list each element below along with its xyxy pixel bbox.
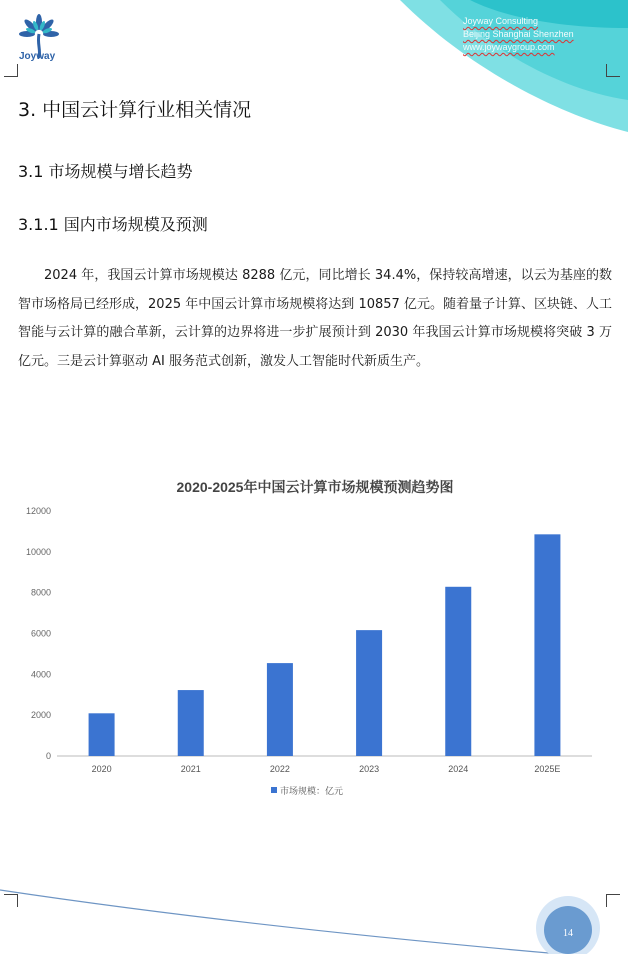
section-title: 3. 中国云计算行业相关情况 xyxy=(18,99,252,121)
crop-mark-top-right-h xyxy=(606,76,620,77)
x-tick-label: 2021 xyxy=(180,764,201,774)
bar-2025E xyxy=(534,534,560,756)
bar-2023 xyxy=(356,630,382,756)
x-tick-label: 2025E xyxy=(534,764,561,774)
y-tick-label: 12000 xyxy=(25,506,51,516)
x-tick-label: 2024 xyxy=(448,764,469,774)
y-tick-label: 4000 xyxy=(30,669,51,680)
company-cities: Beijing Shanghai Shenzhen xyxy=(463,29,574,39)
bar-2024 xyxy=(445,587,471,756)
x-tick-label: 2020 xyxy=(91,764,112,774)
subsubsection-title: 3.1.1 国内市场规模及预测 xyxy=(18,215,208,234)
bar-2020 xyxy=(89,713,115,756)
x-tick-label: 2022 xyxy=(269,764,290,774)
company-name: Joyway Consulting xyxy=(463,16,539,26)
company-info xyxy=(463,15,574,54)
crop-mark-top-right-v xyxy=(606,64,607,77)
bar-2022 xyxy=(267,663,293,756)
logo-text: Joyway xyxy=(19,51,56,62)
chart-title: 2020-2025年中国云计算市场规模预测趋势图 xyxy=(176,479,454,495)
legend-swatch xyxy=(271,787,277,793)
footer-decoration xyxy=(0,880,628,954)
page-number: 14 xyxy=(563,928,573,939)
body-paragraph: 2024 年，我国云计算市场规模达 8288 亿元，同比增长 34.4%，保持较高增速，以云为基座的数智市场格局已经形成，2025 年中国云计算市场规模将达到 10857 亿元。随着量子计算、区块链、人工智能与云计算的融合革新，云计算的边界将进一步扩展预计到 2030 年我国云计算市场规模将突破 3 万亿元。三是云计算驱动 AI 服务范式创新，激发人工智能时代新质生产。 xyxy=(18,268,612,369)
x-tick-label: 2023 xyxy=(359,764,380,774)
market-size-bar-chart xyxy=(0,470,628,810)
company-website: www.joywaygroup.com xyxy=(463,42,555,52)
subsection-title: 3.1 市场规模与增长趋势 xyxy=(18,162,193,181)
y-tick-label: 8000 xyxy=(30,587,51,598)
y-tick-label: 10000 xyxy=(25,546,51,557)
legend-label: 市场规模：亿元 xyxy=(280,787,344,797)
y-tick-label: 0 xyxy=(45,751,51,761)
crop-mark-top-left-h xyxy=(4,76,18,77)
bar-2021 xyxy=(178,690,204,756)
y-tick-label: 6000 xyxy=(30,628,51,639)
y-tick-label: 2000 xyxy=(30,710,51,721)
crop-mark-top-left-v xyxy=(17,64,18,77)
